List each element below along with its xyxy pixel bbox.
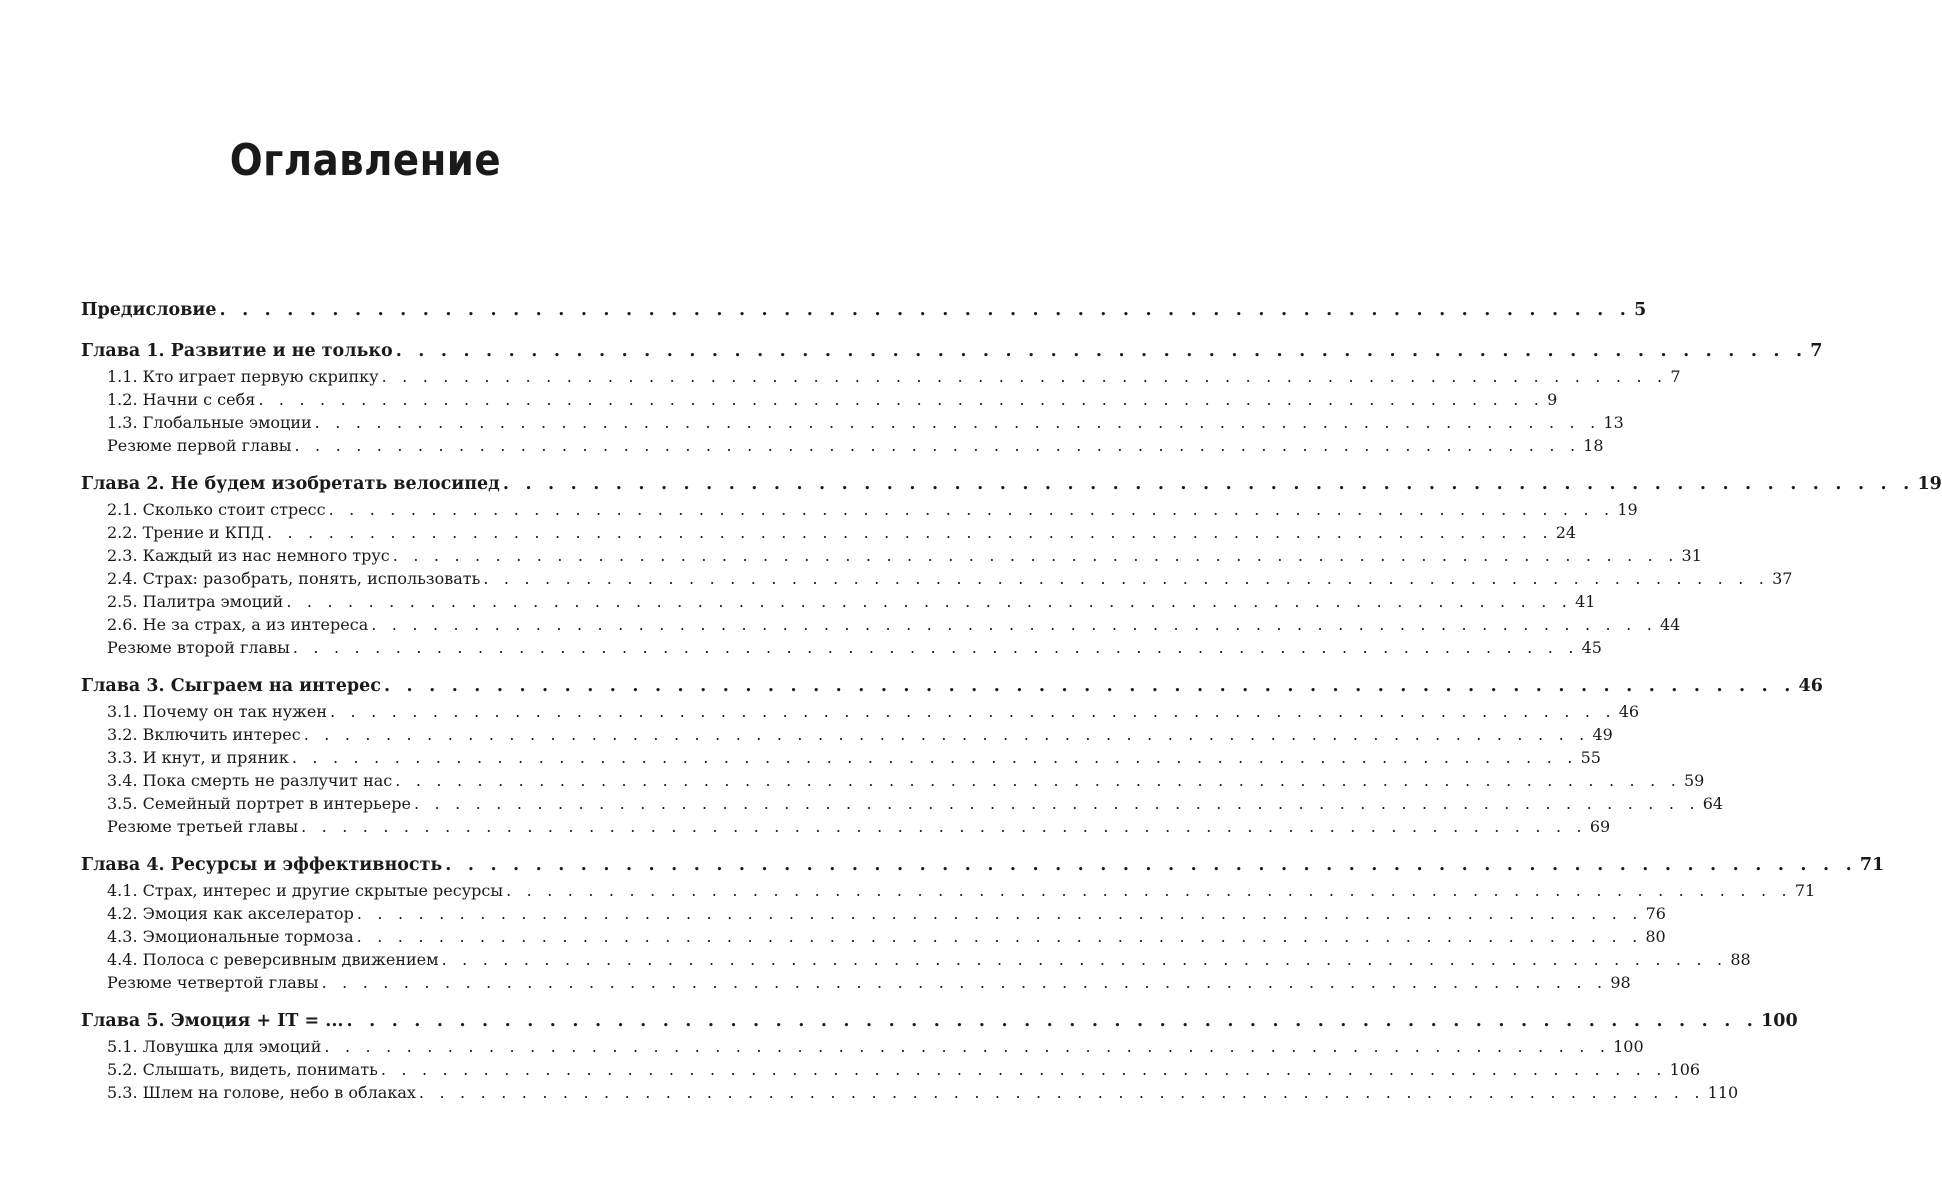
- toc-chapter-page-number: 46: [1798, 676, 1823, 696]
- toc-subsection-label: 3.1. Почему он так нужен: [107, 702, 327, 721]
- toc-subsection[interactable]: [81, 613, 1681, 636]
- toc-chapter[interactable]: [81, 297, 1647, 324]
- toc-chapter-page-number: 19: [1917, 474, 1942, 494]
- toc-subsection-label: 3.2. Включить интерес: [107, 725, 301, 744]
- toc-subsection-label: 5.2. Слышать, видеть, понимать: [107, 1060, 378, 1079]
- toc-subsection-label: 3.4. Пока смерть не разлучит нас: [107, 771, 393, 790]
- dot-leader: . . . . . . . . . . . . . . . . . . . . . . . . . . . . . . . . . . . . . . . . . . . . . . . . . . . . . . . . . . . . . . .: [371, 615, 1657, 634]
- dot-leader: . . . . . . . . . . . . . . . . . . . . . . . . . . . . . . . . . . . . . . . . . . . . . . . . . . . . . . . . . . . . . . .: [506, 881, 1792, 900]
- section-gap: [81, 838, 718, 852]
- toc-subsection-page-number: 98: [1610, 973, 1631, 992]
- toc-subsection-page-number: 69: [1589, 817, 1611, 836]
- section-gap: [81, 994, 718, 1008]
- toc-subsection-page-number: 13: [1603, 413, 1624, 432]
- toc-subsection[interactable]: [81, 411, 1624, 434]
- toc-subsection-label: 2.3. Каждый из нас немного трус: [107, 546, 390, 565]
- toc-subsection-page-number: 45: [1581, 638, 1602, 657]
- toc-subsection-page-number: 110: [1707, 1083, 1739, 1102]
- toc-subsection[interactable]: [81, 723, 1613, 746]
- dot-leader: . . . . . . . . . . . . . . . . . . . . . . . . . . . . . . . . . . . . . . . . . . . . . . . . . . . . . . . . . . . . . . .: [266, 523, 1553, 542]
- toc-subsection-page-number: 37: [1772, 569, 1793, 588]
- toc-subsection[interactable]: [81, 498, 1638, 521]
- dot-leader: . . . . . . . . . . . . . . . . . . . . . . . . . . . . . . . . . . . . . . . . . . . . . . . . . . . . . . . . . . . . . . .: [380, 1060, 1667, 1079]
- toc-subsection[interactable]: [81, 925, 1666, 948]
- dot-leader: . . . . . . . . . . . . . . . . . . . . . . . . . . . . . . . . . . . . . . . . . . . . . . . . . . . . . . . . . . . . . . .: [445, 855, 1857, 875]
- toc-subsection-label: 2.1. Сколько стоит стресс: [107, 500, 326, 519]
- dot-leader: . . . . . . . . . . . . . . . . . . . . . . . . . . . . . . . . . . . . . . . . . . . . . . . . . . . . . . . . . . . . . . .: [395, 771, 1681, 790]
- toc-subsection-page-number: 19: [1617, 500, 1638, 519]
- toc-chapter-label: Глава 4. Ресурсы и эффективность: [81, 855, 443, 875]
- toc-subsection[interactable]: [81, 590, 1596, 613]
- toc-subsection-page-number: 49: [1592, 725, 1613, 744]
- toc-subsection-label: 2.5. Палитра эмоций: [107, 592, 284, 611]
- toc-subsection-label: 4.2. Эмоция как акселератор: [107, 904, 354, 923]
- toc-subsection[interactable]: [81, 948, 1751, 971]
- dot-leader: . . . . . . . . . . . . . . . . . . . . . . . . . . . . . . . . . . . . . . . . . . . . . . . . . . . . . . . . . . . . . . .: [219, 300, 1632, 320]
- toc-subsection[interactable]: [81, 636, 1602, 659]
- section-gap: [81, 457, 718, 471]
- dot-leader: . . . . . . . . . . . . . . . . . . . . . . . . . . . . . . . . . . . . . . . . . . . . . . . . . . . . . . . . . . . . . . .: [291, 748, 1578, 767]
- toc-subsection-page-number: 18: [1583, 436, 1604, 455]
- dot-leader: . . . . . . . . . . . . . . . . . . . . . . . . . . . . . . . . . . . . . . . . . . . . . . . . . . . . . . . . . . . . . . .: [356, 904, 1643, 923]
- toc-subsection-page-number: 76: [1645, 904, 1666, 923]
- toc-subsection[interactable]: [81, 971, 1631, 994]
- dot-leader: . . . . . . . . . . . . . . . . . . . . . . . . . . . . . . . . . . . . . . . . . . . . . . . . . . . . . . . . . . . . . . .: [301, 817, 1587, 836]
- toc-subsection[interactable]: [81, 434, 1604, 457]
- dot-leader: . . . . . . . . . . . . . . . . . . . . . . . . . . . . . . . . . . . . . . . . . . . . . . . . . . . . . . . . . . . . . . .: [413, 794, 1700, 813]
- toc-chapter[interactable]: [81, 673, 1823, 700]
- dot-leader: . . . . . . . . . . . . . . . . . . . . . . . . . . . . . . . . . . . . . . . . . . . . . . . . . . . . . . . . . . . . . . .: [356, 927, 1643, 946]
- dot-leader: . . . . . . . . . . . . . . . . . . . . . . . . . . . . . . . . . . . . . . . . . . . . . . . . . . . . . . . . . . . . . . .: [392, 546, 1679, 565]
- dot-leader: . . . . . . . . . . . . . . . . . . . . . . . . . . . . . . . . . . . . . . . . . . . . . . . . . . . . . . . . . . . . . . .: [346, 1011, 1759, 1031]
- toc-subsection[interactable]: [81, 521, 1577, 544]
- toc-subsection-page-number: 71: [1794, 881, 1816, 900]
- toc-subsection[interactable]: [81, 1081, 1739, 1104]
- dot-leader: . . . . . . . . . . . . . . . . . . . . . . . . . . . . . . . . . . . . . . . . . . . . . . . . . . . . . . . . . . . . . . .: [321, 973, 1608, 992]
- toc-subsection[interactable]: [81, 792, 1724, 815]
- toc-subsection-label: 1.2. Начни с себя: [107, 390, 256, 409]
- toc-subsection[interactable]: [81, 746, 1601, 769]
- dot-leader: . . . . . . . . . . . . . . . . . . . . . . . . . . . . . . . . . . . . . . . . . . . . . . . . . . . . . . . . . . . . . . .: [418, 1083, 1705, 1102]
- toc-subsection[interactable]: [81, 544, 1702, 567]
- toc-subsection[interactable]: [81, 567, 1793, 590]
- toc-subsection-label: Резюме третьей главы: [107, 817, 299, 836]
- dot-leader: . . . . . . . . . . . . . . . . . . . . . . . . . . . . . . . . . . . . . . . . . . . . . . . . . . . . . . . . . . . . . . .: [328, 500, 1615, 519]
- toc-subsection-page-number: 88: [1730, 950, 1751, 969]
- toc-subsection-label: 2.4. Страх: разобрать, понять, использовать: [107, 569, 481, 588]
- page-title: Оглавление: [229, 135, 502, 186]
- dot-leader: . . . . . . . . . . . . . . . . . . . . . . . . . . . . . . . . . . . . . . . . . . . . . . . . . . . . . . . . . . . . . . .: [294, 436, 1581, 455]
- toc-subsection-page-number: 80: [1645, 927, 1666, 946]
- toc-chapter-page-number: 7: [1810, 341, 1823, 361]
- dot-leader: . . . . . . . . . . . . . . . . . . . . . . . . . . . . . . . . . . . . . . . . . . . . . . . . . . . . . . . . . . . . . . .: [292, 638, 1579, 657]
- toc-subsection[interactable]: [81, 1058, 1701, 1081]
- dot-leader: . . . . . . . . . . . . . . . . . . . . . . . . . . . . . . . . . . . . . . . . . . . . . . . . . . . . . . . . . . . . . . .: [314, 413, 1601, 432]
- toc-subsection-page-number: 55: [1580, 748, 1601, 767]
- dot-leader: . . . . . . . . . . . . . . . . . . . . . . . . . . . . . . . . . . . . . . . . . . . . . . . . . . . . . . . . . . . . . . .: [441, 950, 1728, 969]
- toc-subsection-label: Резюме второй главы: [107, 638, 290, 657]
- toc-subsection-page-number: 7: [1670, 367, 1681, 386]
- toc-subsection[interactable]: [81, 902, 1666, 925]
- toc-subsection-label: 2.2. Трение и КПД: [107, 523, 264, 542]
- dot-leader: . . . . . . . . . . . . . . . . . . . . . . . . . . . . . . . . . . . . . . . . . . . . . . . . . . . . . . . . . . . . . . .: [329, 702, 1616, 721]
- toc-subsection-page-number: 64: [1702, 794, 1724, 813]
- toc-subsection[interactable]: [81, 388, 1558, 411]
- section-gap: [81, 659, 718, 673]
- dot-leader: . . . . . . . . . . . . . . . . . . . . . . . . . . . . . . . . . . . . . . . . . . . . . . . . . . . . . . . . . . . . . . .: [303, 725, 1590, 744]
- toc-subsection-label: Резюме первой главы: [107, 436, 292, 455]
- toc-subsection-label: 5.3. Шлем на голове, небо в облаках: [107, 1083, 416, 1102]
- dot-leader: . . . . . . . . . . . . . . . . . . . . . . . . . . . . . . . . . . . . . . . . . . . . . . . . . . . . . . . . . . . . . . .: [286, 592, 1573, 611]
- toc-subsection-label: 5.1. Ловушка для эмоций: [107, 1037, 322, 1056]
- toc-subsection-page-number: 44: [1659, 615, 1681, 634]
- toc-subsection-page-number: 100: [1613, 1037, 1644, 1056]
- toc-chapter-label: Предисловие: [81, 300, 217, 320]
- dot-leader: . . . . . . . . . . . . . . . . . . . . . . . . . . . . . . . . . . . . . . . . . . . . . . . . . . . . . . . . . . . . . . .: [395, 341, 1808, 361]
- toc-subsection-page-number: 41: [1575, 592, 1596, 611]
- toc-subsection-label: 4.1. Страх, интерес и другие скрытые ресурсы: [107, 881, 504, 900]
- toc-subsection[interactable]: [81, 769, 1705, 792]
- toc-chapter-label: Глава 1. Развитие и не только: [81, 341, 393, 361]
- dot-leader: . . . . . . . . . . . . . . . . . . . . . . . . . . . . . . . . . . . . . . . . . . . . . . . . . . . . . . . . . . . . . . .: [383, 676, 1796, 696]
- section-gap: [81, 324, 718, 338]
- toc-subsection[interactable]: [81, 700, 1640, 723]
- dot-leader: . . . . . . . . . . . . . . . . . . . . . . . . . . . . . . . . . . . . . . . . . . . . . . . . . . . . . . . . . . . . . . .: [502, 474, 1915, 494]
- toc-subsection[interactable]: [81, 365, 1681, 388]
- toc-chapter-page-number: 100: [1761, 1011, 1798, 1031]
- toc-subsection[interactable]: [81, 1035, 1644, 1058]
- dot-leader: . . . . . . . . . . . . . . . . . . . . . . . . . . . . . . . . . . . . . . . . . . . . . . . . . . . . . . . . . . . . . . .: [324, 1037, 1611, 1056]
- toc-subsection-page-number: 9: [1547, 390, 1558, 409]
- toc-subsection-label: 3.3. И кнут, и пряник: [107, 748, 289, 767]
- toc-subsection-label: 4.4. Полоса с реверсивным движением: [107, 950, 439, 969]
- dot-leader: . . . . . . . . . . . . . . . . . . . . . . . . . . . . . . . . . . . . . . . . . . . . . . . . . . . . . . . . . . . . . . .: [483, 569, 1770, 588]
- toc-chapter-page-number: 71: [1859, 855, 1885, 875]
- toc-chapter-page-number: 5: [1634, 300, 1647, 320]
- dot-leader: . . . . . . . . . . . . . . . . . . . . . . . . . . . . . . . . . . . . . . . . . . . . . . . . . . . . . . . . . . . . . . .: [258, 390, 1545, 409]
- toc-chapter[interactable]: [81, 471, 1942, 498]
- toc-chapter-label: Глава 2. Не будем изобретать велосипед: [81, 474, 500, 494]
- toc-subsection-label: Резюме четвертой главы: [107, 973, 319, 992]
- toc-subsection-label: 1.1. Кто играет первую скрипку: [107, 367, 379, 386]
- toc-subsection[interactable]: [81, 879, 1816, 902]
- toc-subsection-label: 4.3. Эмоциональные тормоза: [107, 927, 354, 946]
- toc-subsection-page-number: 59: [1684, 771, 1705, 790]
- toc-chapter-label: Глава 5. Эмоция + IT = ...: [81, 1011, 344, 1031]
- toc-subsection-page-number: 106: [1669, 1060, 1701, 1079]
- toc-subsection-page-number: 31: [1681, 546, 1702, 565]
- toc-chapter[interactable]: [81, 338, 1823, 365]
- toc-chapter[interactable]: [81, 1008, 1798, 1035]
- toc-subsection-page-number: 24: [1555, 523, 1577, 542]
- toc-subsection-page-number: 46: [1618, 702, 1640, 721]
- toc-subsection-label: 1.3. Глобальные эмоции: [107, 413, 312, 432]
- toc-chapter-label: Глава 3. Сыграем на интерес: [81, 676, 381, 696]
- toc-subsection-label: 2.6. Не за страх, а из интереса: [107, 615, 369, 634]
- toc-subsection-label: 3.5. Семейный портрет в интерьере: [107, 794, 411, 813]
- toc-subsection[interactable]: [81, 815, 1611, 838]
- table-of-contents: [81, 297, 1942, 1104]
- toc-chapter[interactable]: [81, 852, 1885, 879]
- dot-leader: . . . . . . . . . . . . . . . . . . . . . . . . . . . . . . . . . . . . . . . . . . . . . . . . . . . . . . . . . . . . . . .: [381, 367, 1668, 386]
